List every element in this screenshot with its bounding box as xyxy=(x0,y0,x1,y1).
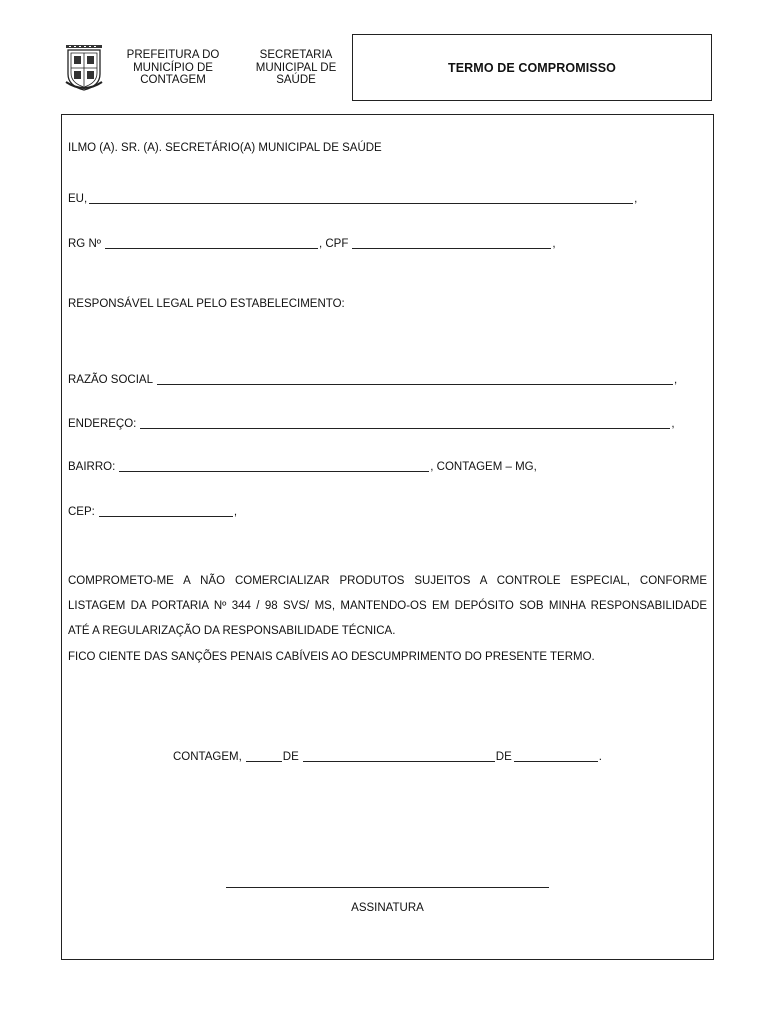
bairro-row xyxy=(68,460,537,474)
eu-row: EU, , xyxy=(68,193,638,205)
rg-cpf-row: RG Nº , CPF , xyxy=(68,238,556,250)
bairro-field[interactable] xyxy=(119,461,429,472)
document-title: TERMO DE COMPROMISSO xyxy=(448,60,616,75)
name-field[interactable] xyxy=(89,193,633,204)
date-row: CONTAGEM, DE DE . xyxy=(173,751,602,763)
responsavel-label: RESPONSÁVEL LEGAL PELO ESTABELECIMENTO: xyxy=(68,298,345,310)
cep-field[interactable] xyxy=(99,506,233,517)
razao-social-field[interactable] xyxy=(157,374,673,385)
endereco-label: ENDEREÇO: xyxy=(68,418,137,430)
municipal-crest-icon xyxy=(64,44,104,92)
cep-label: CEP: xyxy=(68,506,95,518)
endereco-field[interactable] xyxy=(140,418,670,429)
bairro-suffix: , CONTAGEM – MG, xyxy=(430,461,537,473)
signature-line[interactable] xyxy=(226,887,549,888)
statement-line-4: FICO CIENTE DAS SANÇÕES PENAIS CABÍVEIS AO DESCUMPRIMENTO DO PRESENTE TERMO. xyxy=(68,651,595,663)
department-name: SECRETARIA MUNICIPAL DE SAÚDE xyxy=(255,49,337,86)
year-field[interactable] xyxy=(514,751,598,762)
document-title-box xyxy=(352,34,712,101)
cep-row: CEP: , xyxy=(68,506,238,518)
statement-line-1: COMPROMETO-ME A NÃO COMERCIALIZAR PRODUTOS SUJEITOS A CONTROLE ESPECIAL, CONFORME xyxy=(68,575,707,587)
statement-line-2: LISTAGEM DA PORTARIA Nº 344 / 98 SVS/ MS, MANTENDO-OS EM DEPÓSITO SOB MINHA RESPONSABILIDADE xyxy=(68,600,707,612)
eu-label: EU, xyxy=(68,193,88,205)
razao-social-row: RAZÃO SOCIAL , xyxy=(68,374,678,386)
salutation: ILMO (A). SR. (A). SECRETÁRIO(A) MUNICIPAL DE SAÚDE xyxy=(68,142,382,154)
day-field[interactable] xyxy=(246,751,282,762)
rg-label: RG Nº xyxy=(68,238,101,250)
municipality-name: PREFEITURA DO MUNICÍPIO DE CONTAGEM xyxy=(126,49,220,86)
rg-field[interactable] xyxy=(105,238,318,249)
endereco-row: ENDEREÇO: , xyxy=(68,418,675,430)
razao-social-label: RAZÃO SOCIAL xyxy=(68,374,153,386)
statement-line-3: ATÉ A REGULARIZAÇÃO DA RESPONSABILIDADE TÉCNICA. xyxy=(68,625,396,637)
date-city: CONTAGEM, xyxy=(173,751,242,763)
month-field[interactable] xyxy=(303,751,495,762)
bairro-label: BAIRRO: xyxy=(68,461,116,473)
cpf-field[interactable] xyxy=(352,238,551,249)
cpf-label: , CPF xyxy=(318,238,349,250)
signature-label: ASSINATURA xyxy=(351,902,424,914)
